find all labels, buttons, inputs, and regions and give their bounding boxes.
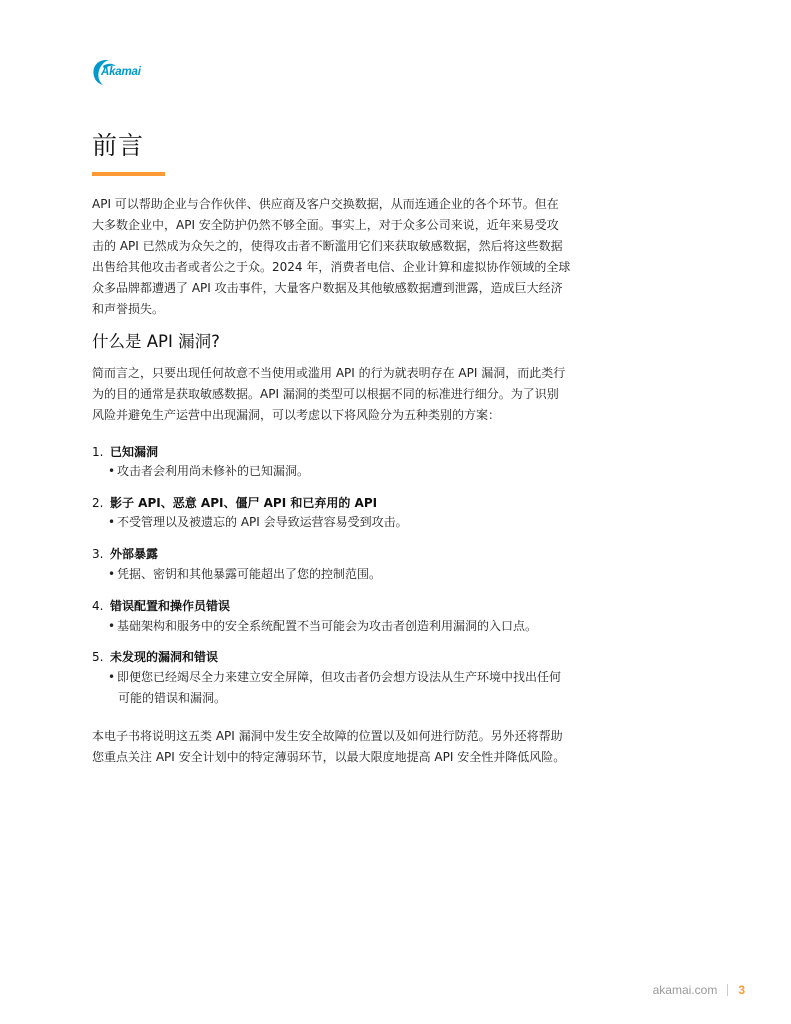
title-underline <box>92 172 165 176</box>
list-title-text: 未发现的漏洞和错误 <box>110 650 219 664</box>
bullet-icon: • <box>108 619 116 633</box>
list-title-text: 错误配置和操作员错误 <box>110 599 231 613</box>
bullet-text: 攻击者会利用尚未修补的已知漏洞。 <box>117 464 310 478</box>
closing-paragraph <box>92 726 612 768</box>
text-line: 简而言之，只要出现任何故意不当使用或滥用 API 的行为就表明存在 API 漏洞，而此类行 <box>92 366 566 380</box>
list-item-title <box>92 648 218 666</box>
bullet-icon: • <box>108 567 116 581</box>
text-line: 本电子书将说明这五类 API 漏洞中发生安全故障的位置以及如何进行防范。另外还将帮助 <box>92 729 563 743</box>
akamai-logo <box>91 58 155 86</box>
page-number: 3 <box>738 983 745 997</box>
intro-paragraph <box>92 194 612 320</box>
list-number: 1. <box>92 445 104 459</box>
text-line: 和声誉损失。 <box>92 302 165 316</box>
logo-text: Akamai <box>101 66 141 78</box>
list-number: 3. <box>92 547 104 561</box>
bullet-text: 不受管理以及被遗忘的 API 会导致运营容易受到攻击。 <box>117 515 408 529</box>
bullet-icon: • <box>108 515 116 529</box>
bullet-text: 基础架构和服务中的安全系统配置不当可能会为攻击者创造利用漏洞的入口点。 <box>117 619 538 633</box>
list-item-bullet <box>108 616 608 637</box>
list-number: 2. <box>92 496 104 510</box>
page-title: 前言 <box>92 131 145 160</box>
text-line: 击的 API 已然成为众矢之的，使得攻击者不断滥用它们来获取敏感数据，然后将这些数据 <box>92 239 563 253</box>
text-line: 您重点关注 API 安全计划中的特定薄弱环节，以最大限度地提高 API 安全性并降低风险。 <box>92 750 566 764</box>
bullet-text-continued: 可能的错误和漏洞。 <box>118 691 227 705</box>
list-number: 5. <box>92 650 104 664</box>
list-title-text: 已知漏洞 <box>110 445 159 459</box>
bullet-icon: • <box>108 670 116 684</box>
page-footer <box>653 983 745 997</box>
bullet-text: 即便您已经竭尽全力来建立安全屏障，但攻击者仍会想方设法从生产环境中找出任何 <box>117 670 562 684</box>
list-item-bullet <box>108 512 608 533</box>
list-item-title <box>92 443 158 461</box>
footer-site-link[interactable]: akamai.com <box>652 983 718 997</box>
list-item-bullet <box>108 461 608 482</box>
list-item-title <box>92 494 377 512</box>
text-line: API 可以帮助企业与合作伙伴、供应商及客户交换数据，从而连通企业的各个环节。但在 <box>92 197 559 211</box>
section-paragraph <box>92 363 612 426</box>
list-title-text: 外部暴露 <box>110 547 159 561</box>
text-line: 风险并避免生产运营中出现漏洞，可以考虑以下将风险分为五种类别的方案： <box>92 408 501 422</box>
list-title-text: 影子 API、恶意 API、僵尸 API 和已弃用的 API <box>110 496 378 510</box>
list-item-title <box>92 597 230 615</box>
text-line: 为的目的通常是获取敏感数据。API 漏洞的类型可以根据不同的标准进行细分。为了识别 <box>92 387 559 401</box>
list-item-bullet <box>108 564 608 585</box>
list-number: 4. <box>92 599 104 613</box>
bullet-text: 凭据、密钥和其他暴露可能超出了您的控制范围。 <box>117 567 382 581</box>
list-item-bullet <box>108 667 608 688</box>
bullet-icon: • <box>108 464 116 478</box>
text-line: 众多品牌都遭遇了 API 攻击事件，大量客户数据及其他敏感数据遭到泄露，造成巨大经济 <box>92 281 563 295</box>
text-line: 大多数企业中，API 安全防护仍然不够全面。事实上，对于众多公司来说，近年来易受攻 <box>92 218 559 232</box>
section-heading: 什么是 API 漏洞? <box>92 332 220 351</box>
text-line: 出售给其他攻击者或者公之于众。2024 年，消费者电信、企业计算和虚拟协作领域的全球 <box>92 260 571 274</box>
list-item-title <box>92 545 158 563</box>
footer-divider <box>727 984 728 996</box>
